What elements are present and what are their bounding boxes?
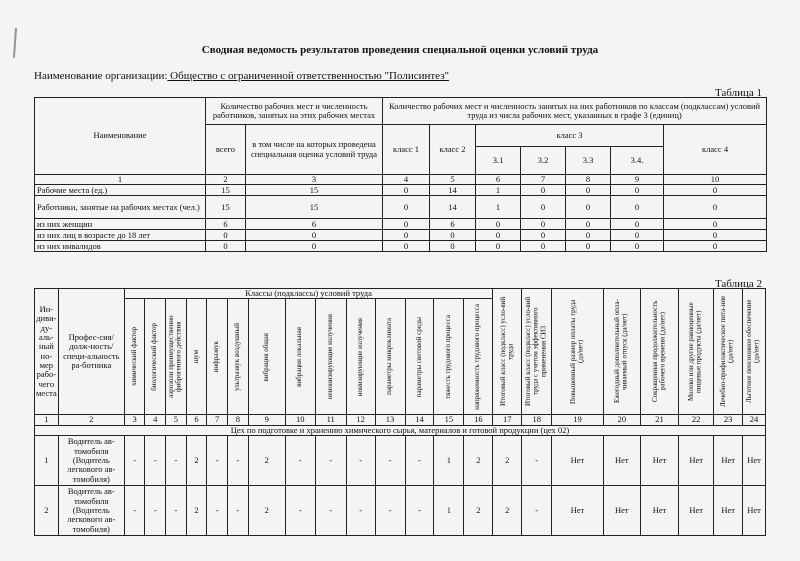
t1-h-incl: в том числе на которых проведена специальная оценка условий труда	[246, 125, 383, 175]
t1-cell: 0	[566, 219, 611, 230]
t1-h-c2: класс 2	[430, 125, 476, 175]
t1-cell: 0	[664, 196, 767, 219]
t2-cell: Нет	[743, 486, 766, 536]
t1-num: 7	[521, 175, 566, 185]
t2-h-extra: Итоговый класс (подкласс) усло-вий труда	[498, 297, 515, 407]
t2-cell: 2	[186, 436, 207, 486]
t2-row	[35, 486, 766, 536]
t2-h-extra: Сокращенная продолжительность рабочего времени (да/нет)	[650, 300, 667, 403]
t2-cell: 2	[248, 436, 285, 486]
t1-cell: 0	[566, 185, 611, 196]
t2-num: 2	[58, 415, 124, 425]
t2-cell: -	[405, 436, 434, 486]
t2-cell: -	[228, 486, 249, 536]
t1-h-name: Наименование	[35, 98, 206, 175]
t2-num: 6	[186, 415, 207, 425]
t1-cell: 0	[521, 219, 566, 230]
t1-num-row	[35, 175, 767, 185]
t2-num: 19	[552, 415, 604, 425]
t1-cell: 15	[206, 185, 246, 196]
t2-h-factor: аэрозоли преимущественно фиброгенного действия	[167, 315, 183, 399]
t1-cell: из них женщин	[35, 219, 206, 230]
t2-cell: 1	[35, 436, 59, 486]
t2-h-extra: Ежегодный дополнительный опла-чиваемый отпуск (да/нет)	[613, 299, 629, 404]
t2-num: 8	[228, 415, 249, 425]
t2-cell: 2	[186, 486, 207, 536]
t2-cell: -	[315, 436, 346, 486]
t2-num: 22	[679, 415, 714, 425]
t2-num: 3	[124, 415, 145, 425]
t2-num: 13	[375, 415, 405, 425]
t1-cell: 1	[476, 196, 521, 219]
org-label: Наименование организации:	[34, 70, 168, 82]
t1-cell: из них инвалидов	[35, 241, 206, 252]
t2-cell: -	[346, 436, 375, 486]
t2-h-factor: неионизирующие излучения	[325, 314, 334, 400]
t2-h-prof: Профес-сия/долж-ность/специ-альность ра-ботника	[58, 289, 124, 415]
t1-num: 8	[566, 175, 611, 185]
t2-num: 11	[315, 415, 346, 425]
t2-cell: 1	[434, 486, 464, 536]
t1-cell: 1	[476, 185, 521, 196]
t2-cell: Нет	[679, 436, 714, 486]
t1-cell: 0	[664, 241, 767, 252]
t2-cell: -	[145, 436, 166, 486]
t1-cell: 0	[521, 241, 566, 252]
t2-cell: -	[207, 436, 228, 486]
t2-cell: Водитель ав-томобиля (Водитель легкового ав-томобиля)	[58, 436, 124, 486]
t1-cell: Рабочие места (ед.)	[35, 185, 206, 196]
t2-cell: Нет	[640, 436, 678, 486]
t1-num: 9	[611, 175, 664, 185]
t1-num: 3	[246, 175, 383, 185]
t2-cell: 2	[493, 436, 522, 486]
t2-cell: Нет	[640, 486, 678, 536]
t2-num: 4	[145, 415, 166, 425]
t1-num: 1	[35, 175, 206, 185]
t1-h-c4: класс 4	[664, 125, 767, 175]
t2-cell: Нет	[679, 486, 714, 536]
org-value: Общество с ограниченной ответственностью "Полисинтез"	[167, 70, 450, 82]
table2-caption: Таблица 2	[714, 278, 762, 290]
t1-cell: 0	[664, 230, 767, 241]
t2-cell: 2	[248, 486, 285, 536]
t2-cell: -	[285, 486, 315, 536]
t1-cell: 0	[664, 219, 767, 230]
t1-cell: 0	[566, 230, 611, 241]
t1-cell: 0	[476, 230, 521, 241]
t1-cell: 0	[521, 230, 566, 241]
page-title: Сводная ведомость результатов проведения специальной оценки условий труда	[201, 44, 599, 56]
t1-num: 10	[664, 175, 767, 185]
t2-num: 12	[346, 415, 375, 425]
t2-cell: -	[285, 436, 315, 486]
t1-cell: 0	[246, 241, 383, 252]
t2-row	[35, 436, 766, 486]
t2-cell: 2	[35, 486, 59, 536]
t1-cell: 14	[430, 185, 476, 196]
t1-cell: 0	[664, 185, 767, 196]
t2-num: 21	[640, 415, 678, 425]
t1-cell: 6	[430, 219, 476, 230]
t1-cell: 0	[521, 185, 566, 196]
t1-cell: 0	[383, 196, 430, 219]
t2-h-factor: параметры микроклимата	[385, 318, 394, 396]
t1-cell: из них лиц в возрасте до 18 лет	[35, 230, 206, 241]
workplaces-table	[34, 288, 766, 536]
t2-num: 20	[603, 415, 640, 425]
t2-h-extra: Итоговый класс (подкласс) усло-вий труда с учетом эффективного применения СИЗ	[524, 297, 548, 407]
t1-h-c1: класс 1	[383, 125, 430, 175]
table1-caption: Таблица 1	[714, 87, 762, 99]
t2-cell: Нет	[714, 436, 743, 486]
t1-cell: 0	[476, 241, 521, 252]
t2-cell: -	[375, 436, 405, 486]
t1-num: 2	[206, 175, 246, 185]
t1-cell: 0	[611, 219, 664, 230]
t2-h-factor: ультразвук воздушный	[232, 322, 241, 391]
t2-h-extra: Повышенный размер оплаты труда (да/нет)	[568, 299, 585, 404]
t1-row	[35, 219, 767, 230]
t2-cell: -	[124, 486, 145, 536]
t1-cell: 0	[206, 241, 246, 252]
t2-section: Цех по подготовке и хранению химического сырья, материалов и готовой продукции (цех 02)	[35, 425, 766, 435]
t2-num: 9	[248, 415, 285, 425]
t2-h-factor: химический фактор	[129, 327, 138, 387]
t1-num: 6	[476, 175, 521, 185]
t1-cell: 15	[206, 196, 246, 219]
t1-h-34: 3.4.	[611, 147, 664, 175]
t2-cell: Нет	[743, 436, 766, 486]
summary-table	[34, 97, 767, 252]
t2-cell: Нет	[552, 436, 604, 486]
t1-cell: 0	[521, 196, 566, 219]
t2-cell: -	[375, 486, 405, 536]
t1-cell: 6	[206, 219, 246, 230]
t2-cell: -	[124, 436, 145, 486]
t2-num: 14	[405, 415, 434, 425]
t2-cell: 2	[493, 486, 522, 536]
t2-num: 1	[35, 415, 59, 425]
t2-num: 16	[464, 415, 493, 425]
t2-h-factor: инфразвук	[212, 341, 221, 373]
t1-row	[35, 185, 767, 196]
t2-h-factor: биологический фактор	[150, 322, 159, 391]
t2-num: 10	[285, 415, 315, 425]
t1-row	[35, 230, 767, 241]
t2-cell: -	[346, 486, 375, 536]
t1-cell: 0	[383, 241, 430, 252]
t2-cell: -	[315, 486, 346, 536]
t1-h-total: всего	[206, 125, 246, 175]
t1-cell: 14	[430, 196, 476, 219]
t2-h-factor: напряженность трудового процесса	[473, 303, 482, 410]
t2-num: 15	[434, 415, 464, 425]
t2-cell: -	[166, 486, 187, 536]
t2-h-extra: Льготное пенсионное обеспечение (да/нет)	[745, 299, 762, 404]
t1-cell: 0	[611, 241, 664, 252]
organization-line	[34, 70, 449, 82]
t1-row	[35, 196, 767, 219]
t2-cell: -	[405, 486, 434, 536]
t1-cell: 6	[246, 219, 383, 230]
t2-cell: Нет	[603, 486, 640, 536]
t1-cell: 0	[566, 196, 611, 219]
t2-num: 17	[493, 415, 522, 425]
t2-h-factor: тяжесть трудового процесса	[444, 314, 452, 399]
t1-h-classes: Количество рабочих мест и численность занятых на них работников по классам (подклассам) условий труда из числа рабочих мест, указанных в графе 3 (единиц)	[383, 98, 767, 125]
t1-num: 4	[383, 175, 430, 185]
t1-h-31: 3.1	[476, 147, 521, 175]
t2-num: 24	[743, 415, 766, 425]
t1-cell: 15	[246, 196, 383, 219]
t2-num: 5	[166, 415, 187, 425]
t2-h-factor: вибрация общая	[261, 332, 270, 382]
t2-cell: -	[522, 486, 552, 536]
t2-cell: Водитель ав-томобиля (Водитель легкового ав-томобиля)	[58, 486, 124, 536]
t2-cell: 1	[434, 436, 464, 486]
t1-h-c3: класс 3	[476, 125, 664, 147]
t1-cell: 0	[566, 241, 611, 252]
t2-h-factor: параметры световой среды	[414, 316, 423, 397]
t1-cell: Работники, занятые на рабочих местах (чел.)	[35, 196, 206, 219]
t2-cell: 2	[464, 436, 493, 486]
t1-cell: 0	[246, 230, 383, 241]
t2-h-extra: Молоко или другие равноценные пищевые продукты (да/нет)	[687, 302, 704, 402]
t1-cell: 0	[476, 219, 521, 230]
t1-cell: 0	[611, 185, 664, 196]
t1-cell: 0	[611, 196, 664, 219]
t2-num-row	[35, 415, 766, 425]
t2-h-factor: шум	[191, 350, 200, 364]
t2-cell: -	[166, 436, 187, 486]
t1-cell: 0	[430, 241, 476, 252]
t2-num: 7	[207, 415, 228, 425]
t1-cell: 15	[246, 185, 383, 196]
t1-cell: 0	[611, 230, 664, 241]
t1-num: 5	[430, 175, 476, 185]
t1-cell: 0	[430, 230, 476, 241]
t2-cell: Нет	[552, 486, 604, 536]
t2-h-idx: Ин-диви-ду-аль-ный но-мер рабо-чего места	[35, 289, 59, 415]
t2-num: 18	[522, 415, 552, 425]
t1-h-count: Количество рабочих мест и численность работников, занятых на этих рабочих местах	[206, 98, 383, 125]
t1-cell: 0	[383, 219, 430, 230]
t2-h-classes: Классы (подклассы) условий труда	[124, 289, 493, 299]
t2-cell: 2	[464, 486, 493, 536]
t2-cell: -	[145, 486, 166, 536]
t2-cell: Нет	[603, 436, 640, 486]
t2-cell: Нет	[714, 486, 743, 536]
t1-cell: 0	[206, 230, 246, 241]
t2-h-factor: вибрация локальная	[295, 326, 304, 387]
t1-h-33: 3.3	[566, 147, 611, 175]
t2-cell: -	[522, 436, 552, 486]
t2-cell: -	[207, 486, 228, 536]
t1-row	[35, 241, 767, 252]
t1-cell: 0	[383, 230, 430, 241]
t1-h-32: 3.2	[521, 147, 566, 175]
t2-num: 23	[714, 415, 743, 425]
t2-h-factor: ионизирующие излучения	[355, 317, 364, 396]
t2-cell: -	[228, 436, 249, 486]
t1-cell: 0	[383, 185, 430, 196]
t2-h-extra: Лечебно-профилактическое пита-ние (да/нет)	[719, 296, 736, 408]
